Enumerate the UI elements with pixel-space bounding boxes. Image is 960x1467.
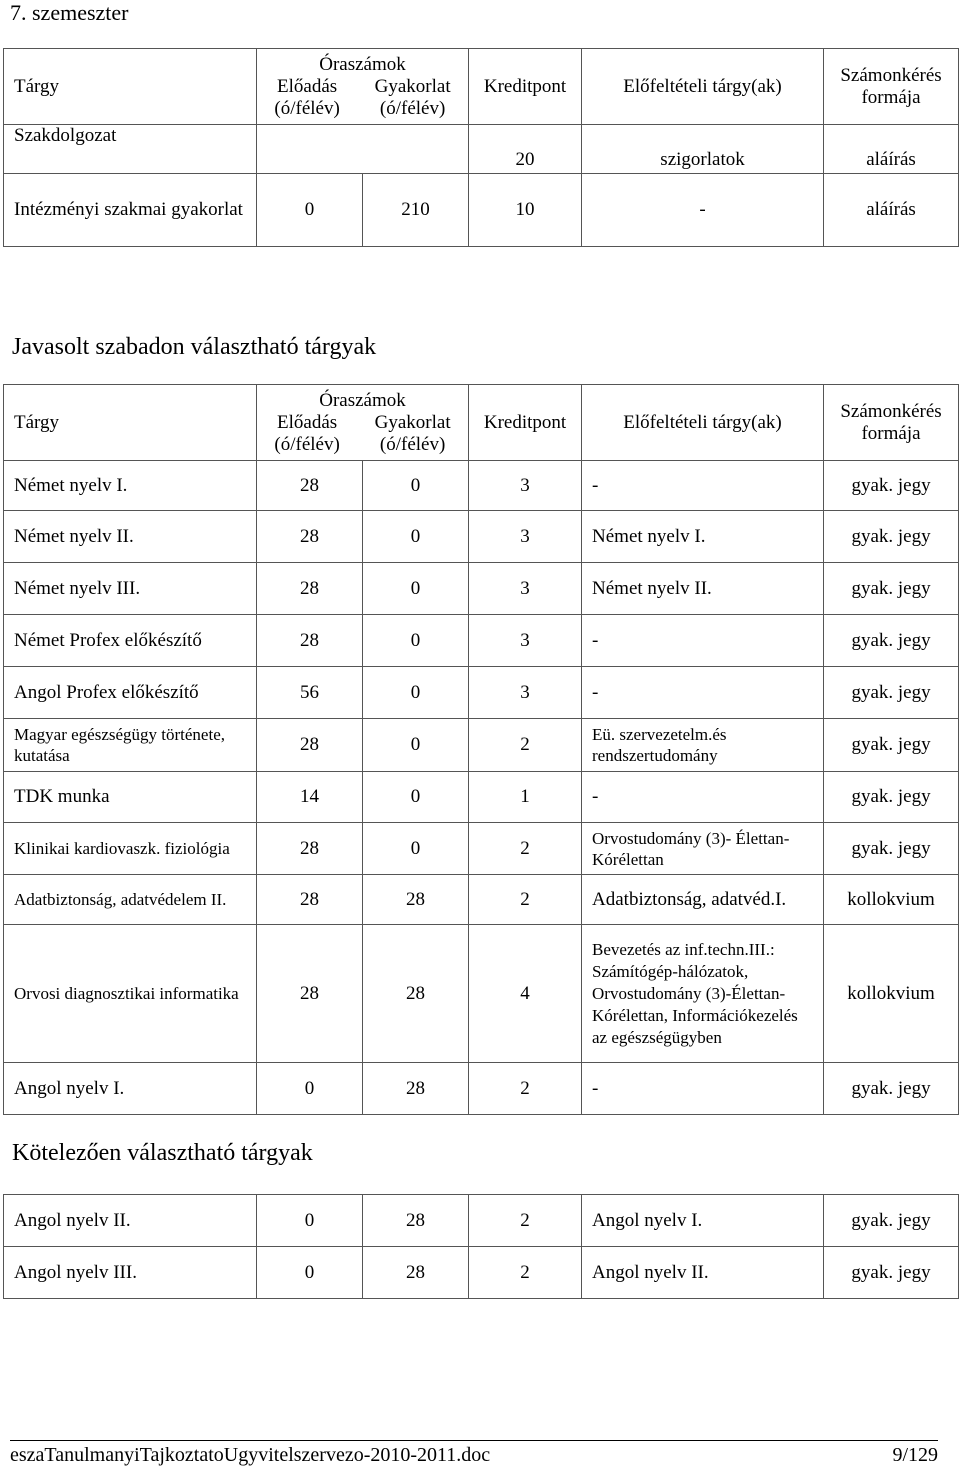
section-title-elective: Javasolt szabadon választható tárgyak (12, 334, 377, 360)
header-prereq: Előfeltételi tárgy(ak) (582, 49, 824, 125)
semester-title: 7. szemeszter (10, 0, 129, 25)
mandatory-elective-table (3, 1194, 959, 1299)
table-row: Magyar egészségügy története, kutatása 28 0 2 Eü. szervezetelm.és rendszertudomány gyak. jegy (4, 719, 959, 772)
header-subject: Tárgy (4, 49, 257, 125)
header-hours: Óraszámok Előadás (ó/félév) Gyakorlat (ó/félév) (257, 49, 469, 125)
table-row: Angol nyelv II. 0 28 2 Angol nyelv I. gyak. jegy (4, 1195, 959, 1247)
header-credit: Kreditpont (469, 49, 582, 125)
header-row: Tárgy Óraszámok Előadás (ó/félév) Gyakorlat (ó/félév) Kreditpont Előfeltételi tárgy(ak) Számonkérés formája (4, 385, 959, 461)
table-row: Intézményi szakmai gyakorlat 0 210 10 - aláírás (4, 174, 959, 247)
table-row: Szakdolgozat 20 szigorlatok aláírás (4, 125, 959, 174)
table-row: Német nyelv III. 28 0 3 Német nyelv II. gyak. jegy (4, 563, 959, 615)
table-row: Adatbiztonság, adatvédelem II. 28 28 2 Adatbiztonság, adatvéd.I. kollokvium (4, 875, 959, 925)
table-row: Orvosi diagnosztikai informatika 28 28 4 Bevezetés az inf.techn.III.: Számítógép-hálózatok, Orvostudomány (3)-Élettan-Kórélettan, Információkezelés az egészségügyben kollokvium (4, 925, 959, 1063)
table-row: Angol Profex előkészítő 56 0 3 - gyak. jegy (4, 667, 959, 719)
header-exam: Számonkérés formája (824, 49, 959, 125)
elective-table (3, 384, 959, 1115)
table-row: TDK munka 14 0 1 - gyak. jegy (4, 772, 959, 823)
page-footer (10, 1440, 938, 1467)
table-row: Klinikai kardiovaszk. fiziológia 28 0 2 Orvostudomány (3)- Élettan-Kórélettan gyak. jegy (4, 823, 959, 875)
footer-page-number: 9/129 (892, 1444, 938, 1466)
section-title-mandatory-elective: Kötelezően választható tárgyak (12, 1140, 313, 1166)
table-row: Német nyelv II. 28 0 3 Német nyelv I. gyak. jegy (4, 511, 959, 563)
table-row: Német nyelv I. 28 0 3 - gyak. jegy (4, 461, 959, 511)
semester-table (3, 48, 959, 247)
table-row: Angol nyelv III. 0 28 2 Angol nyelv II. gyak. jegy (4, 1247, 959, 1299)
table-row: Angol nyelv I. 0 28 2 - gyak. jegy (4, 1063, 959, 1115)
table-row: Német Profex előkészítő 28 0 3 - gyak. jegy (4, 615, 959, 667)
footer-filename: eszaTanulmanyiTajkoztatoUgyvitelszervezo-2010-2011.doc (10, 1444, 491, 1466)
header-row (4, 49, 959, 125)
